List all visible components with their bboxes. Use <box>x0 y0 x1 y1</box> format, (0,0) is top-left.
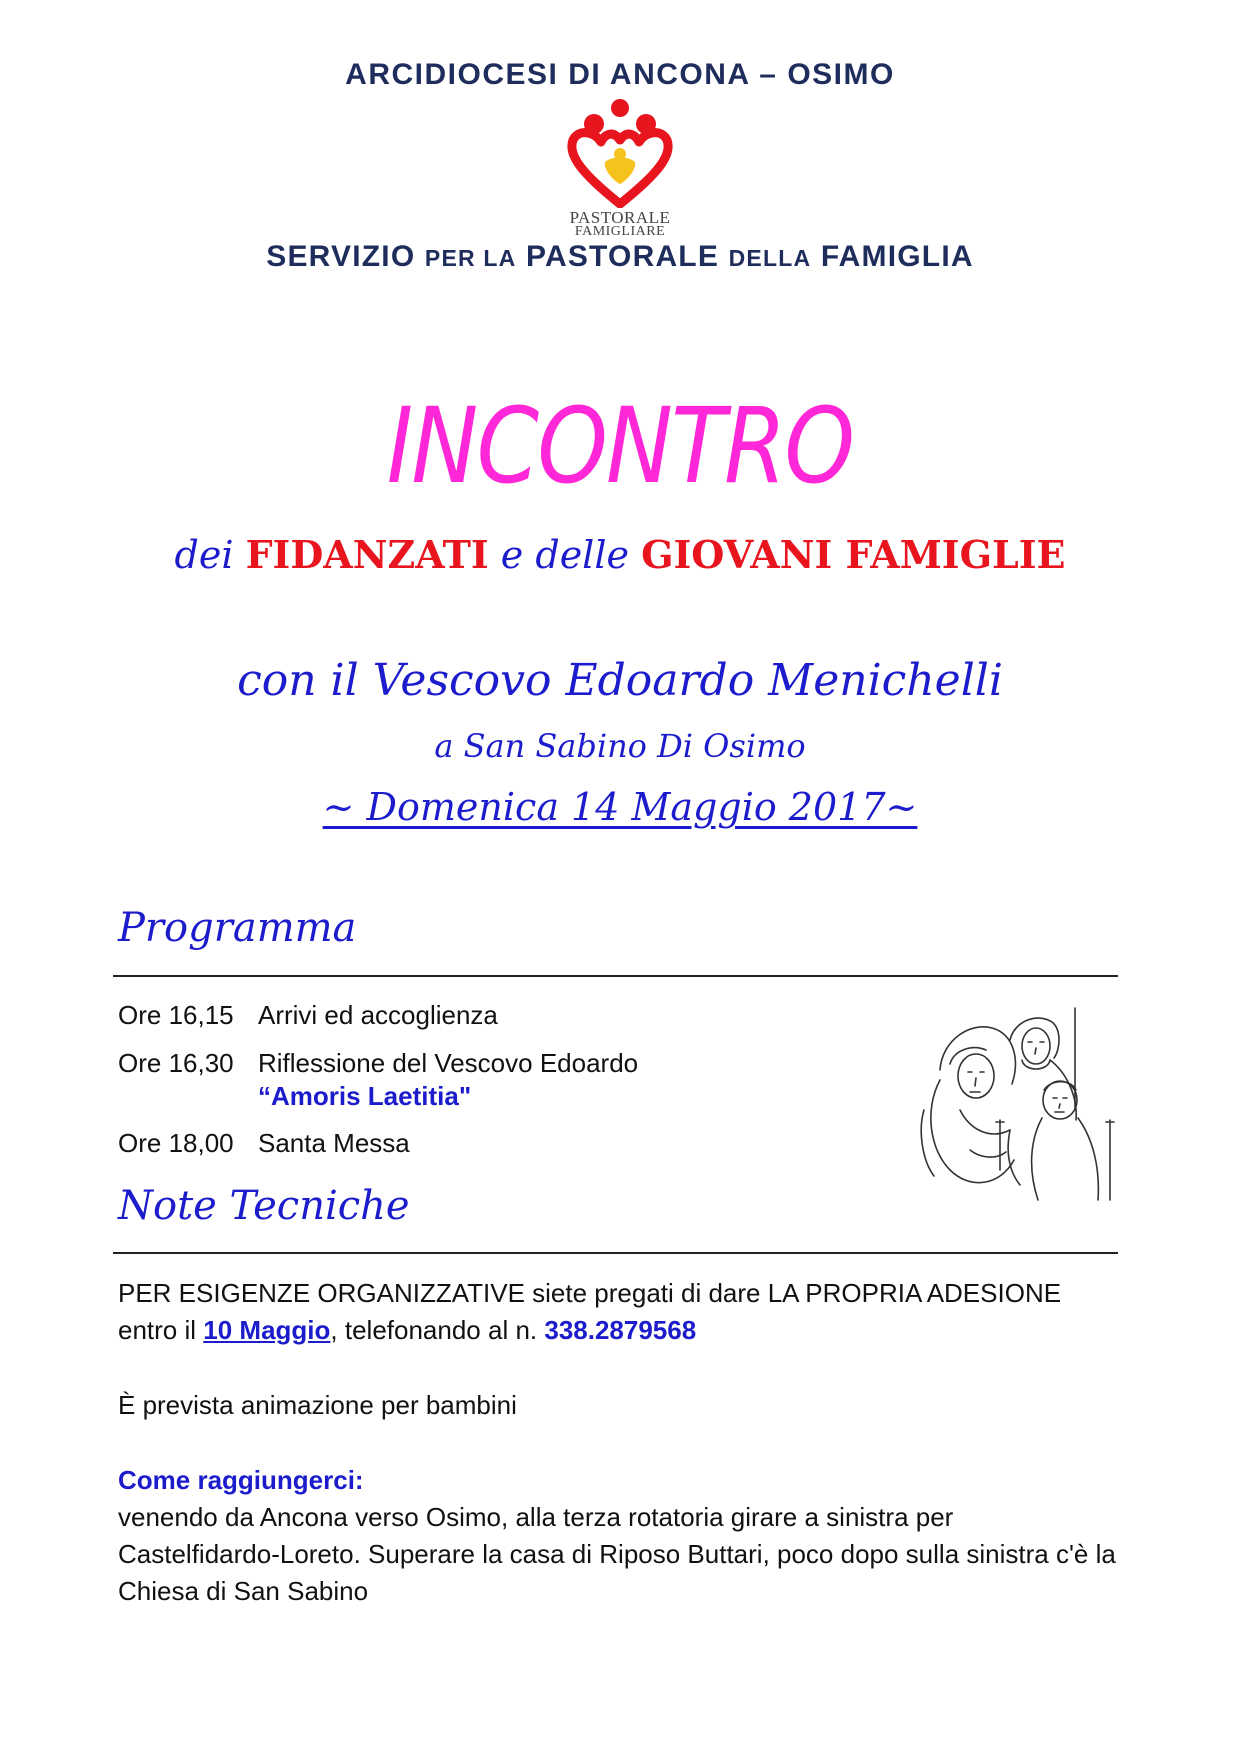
adesione-date-link[interactable]: 10 Maggio <box>203 1315 331 1345</box>
programma-item-label: Arrivi ed accoglienza <box>258 1000 498 1030</box>
programma-item-time: Ore 18,00 <box>118 1128 234 1158</box>
subhead-giovani-famiglie: GIOVANI FAMIGLIE <box>641 532 1066 577</box>
programma-item <box>118 1128 410 1159</box>
phone-number: 338.2879568 <box>544 1315 697 1345</box>
note-divider <box>113 1252 1118 1254</box>
programma-item-label: Santa Messa <box>258 1128 410 1158</box>
programma-item-time: Ore 16,15 <box>118 1000 234 1030</box>
programma-title: Programma <box>118 905 357 951</box>
logo-text-famigliare: FAMIGLIARE <box>574 224 666 239</box>
programma-divider <box>113 975 1118 977</box>
service-word-della: DELLA <box>728 245 812 271</box>
subhead-fidanzati: FIDANZATI <box>245 532 489 577</box>
pastorale-famigliare-logo <box>555 96 685 238</box>
service-word-per-la: PER LA <box>424 245 517 271</box>
service-title <box>0 240 1240 274</box>
directions-title: Come raggiungerci: <box>118 1465 364 1495</box>
event-date: ~ Domenica 14 Maggio 2017~ <box>322 785 918 829</box>
service-word-servizio: SERVIZIO <box>266 240 416 273</box>
programma-item-time: Ore 16,30 <box>118 1048 234 1078</box>
service-word-pastorale: PASTORALE <box>526 240 720 273</box>
bishop-line: con il Vescovo Edoardo Menichelli <box>237 655 1003 706</box>
event-place: a San Sabino Di Osimo <box>434 727 806 765</box>
event-subhead <box>0 532 1240 577</box>
programma-item <box>118 1048 638 1079</box>
note-tecniche-title: Note Tecniche <box>118 1183 410 1229</box>
holy-family-sketch-icon <box>910 1000 1140 1210</box>
programma-item-label: Riflessione del Vescovo Edoardo <box>258 1048 639 1078</box>
subhead-dei: dei <box>174 533 234 577</box>
subhead-e-delle: e delle <box>500 533 629 577</box>
programma-item <box>118 1000 498 1031</box>
adesione-text-a: PER ESIGENZE ORGANIZZATIVE siete pregati di dare LA PROPRIA ADESIONE entro il <box>118 1278 1062 1345</box>
organization-title: ARCIDIOCESI DI ANCONA – OSIMO <box>345 58 895 91</box>
service-word-famiglia: FAMIGLIA <box>820 240 974 273</box>
logo-text-pastorale: PASTORALE <box>569 208 671 227</box>
animazione-paragraph: È prevista animazione per bambini <box>118 1390 517 1420</box>
family-heart-logo-icon <box>555 96 685 208</box>
adesione-text-b: , telefonando al n. <box>330 1315 545 1345</box>
amoris-laetitia-subtitle: “Amoris Laetitia" <box>258 1081 472 1111</box>
directions-text: venendo da Ancona verso Osimo, alla terza rotatoria girare a sinistra per Castelfidardo-Loreto. Superare la casa di Riposo Buttari, poco dopo sulla sinistra c'è la Chiesa di San Sabino <box>118 1502 1116 1606</box>
adesione-paragraph <box>118 1275 1118 1349</box>
event-headline: INCONTRO <box>386 385 854 507</box>
